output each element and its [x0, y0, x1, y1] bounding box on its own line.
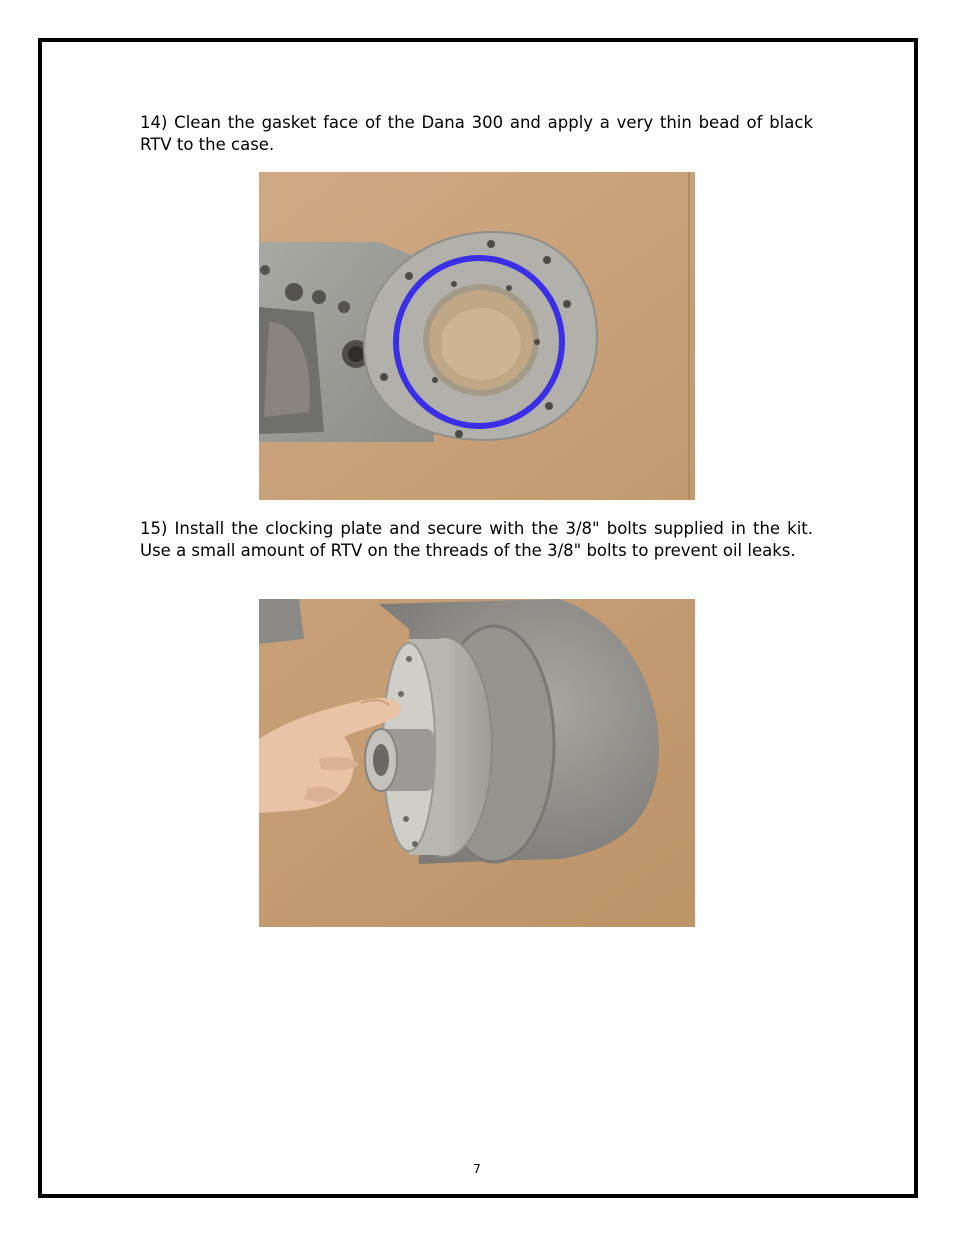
step-15-instruction: 15) Install the clocking plate and secure with the 3/8" bolts supplied in the kit. Use a small amount of RTV on the threads of the 3/8" bolts to prevent oil leaks. [140, 519, 813, 560]
clocking-plate-install-photo [259, 599, 695, 927]
step-14-instruction: 14) Clean the gasket face of the Dana 300 and apply a very thin bead of black RTV to the case. [140, 113, 813, 154]
page-number: 7 [473, 1162, 481, 1176]
dana-300-gasket-face-photo [259, 172, 695, 500]
